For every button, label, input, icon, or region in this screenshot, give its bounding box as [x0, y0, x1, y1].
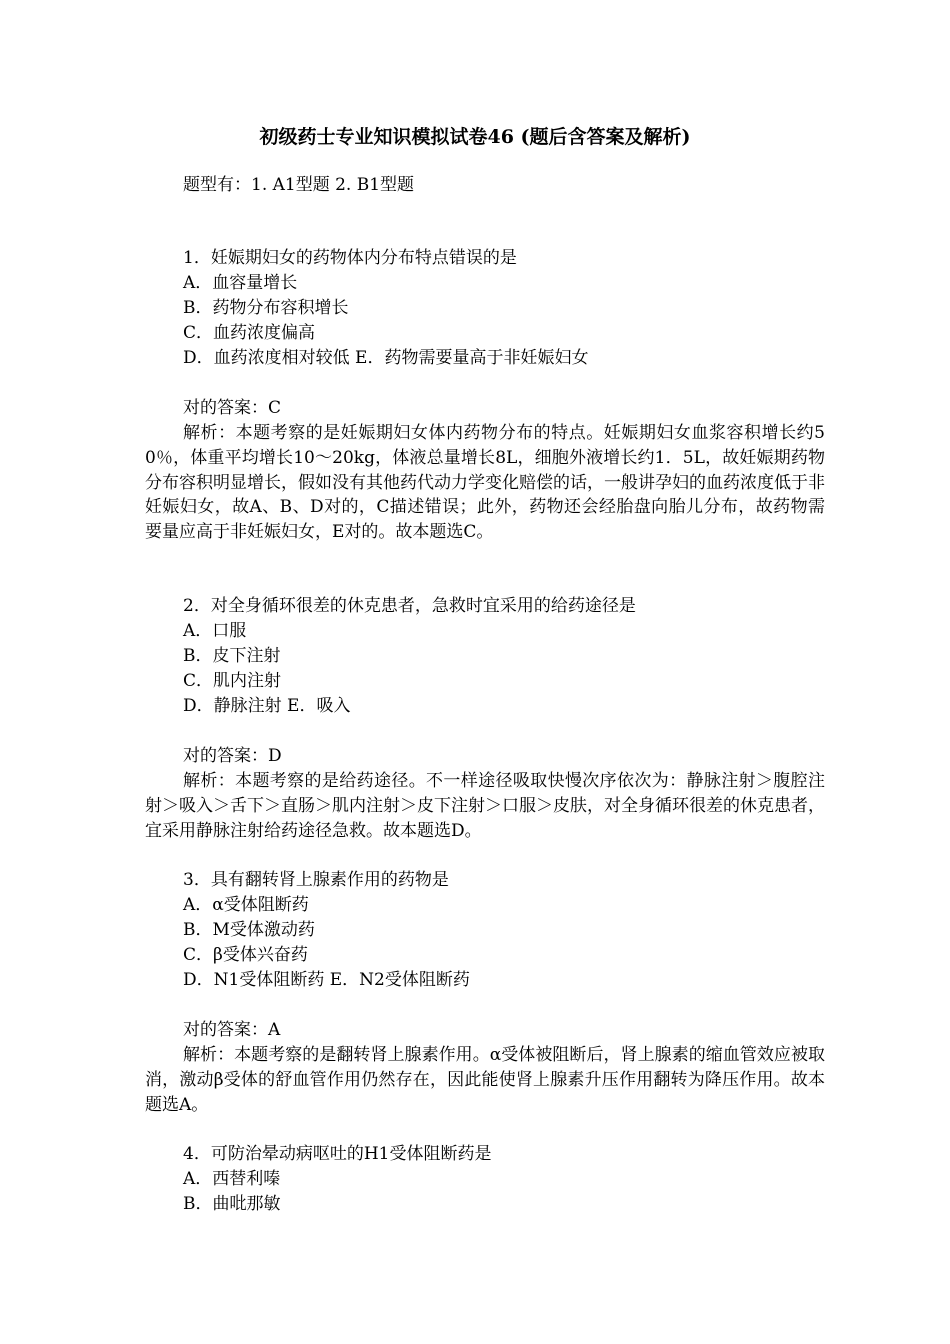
question-3-analysis: 解析：本题考察的是翻转肾上腺素作用。α受体被阻断后，肾上腺素的缩血管效应被取消，激动β受体的舒血管作用仍然存在，因此能使肾上腺素升压作用翻转为降压作用。故本题选A。 [145, 1045, 825, 1115]
question-1-option-b: B．药物分布容积增长 [183, 298, 349, 318]
question-3-option-b: B．M受体激动药 [183, 920, 315, 940]
question-2-option-d-e: D．静脉注射 E．吸入 [183, 696, 351, 716]
question-2-analysis: 解析：本题考察的是给药途径。不一样途径吸取快慢次序依次为：静脉注射＞腹腔注射＞吸入＞舌下＞直肠＞肌内注射＞皮下注射＞口服＞皮肤，对全身循环很差的休克患者，宜采用静脉注射给药途径急救。故本题选D。 [145, 771, 825, 841]
question-2-option-c: C．肌内注射 [183, 671, 282, 691]
question-4-stem: 4．可防治晕动病呕吐的H1受体阻断药是 [183, 1144, 492, 1164]
question-3-option-c: C．β受体兴奋药 [183, 945, 308, 965]
question-3-stem: 3．具有翻转肾上腺素作用的药物是 [183, 870, 449, 890]
question-2-option-a: A．口服 [183, 621, 247, 641]
question-1-answer: 对的答案：C [183, 398, 282, 418]
question-1-analysis: 解析：本题考察的是妊娠期妇女体内药物分布的特点。妊娠期妇女血浆容积增长约50％，体重平均增长10～20kg，体液总量增长8L，细胞外液增长约1．5L，故妊娠期药物分布容积明显增长，假如没有其他药代动力学变化赔偿的话，一般讲孕妇的血药浓度低于非妊娠妇女，故A、B、D对的，C描述错误；此外，药物还会经胎盘向胎儿分布，故药物需要量应高于非妊娠妇女，E对的。故本题选C。 [145, 423, 825, 543]
question-1-option-d-e: D．血药浓度相对较低 E．药物需要量高于非妊娠妇女 [183, 348, 589, 368]
question-2-stem: 2．对全身循环很差的休克患者，急救时宜采用的给药途径是 [183, 596, 636, 616]
document-title: 初级药士专业知识模拟试卷46 (题后含答案及解析) [259, 126, 691, 148]
question-1-stem: 1．妊娠期妇女的药物体内分布特点错误的是 [183, 248, 517, 268]
question-3-answer: 对的答案：A [183, 1020, 281, 1040]
question-1-option-a: A．血容量增长 [183, 273, 298, 293]
question-types-line: 题型有：1. A1型题 2. B1型题 [183, 175, 415, 195]
question-2-option-b: B．皮下注射 [183, 646, 281, 666]
question-3-option-d-e: D．N1受体阻断药 E．N2受体阻断药 [183, 970, 470, 990]
question-4-option-b: B．曲吡那敏 [183, 1194, 281, 1214]
question-4-option-a: A．西替利嗪 [183, 1169, 281, 1189]
question-2-answer: 对的答案：D [183, 746, 282, 766]
question-1-option-c: C．血药浓度偏高 [183, 323, 316, 343]
question-3-option-a: A．α受体阻断药 [183, 895, 309, 915]
